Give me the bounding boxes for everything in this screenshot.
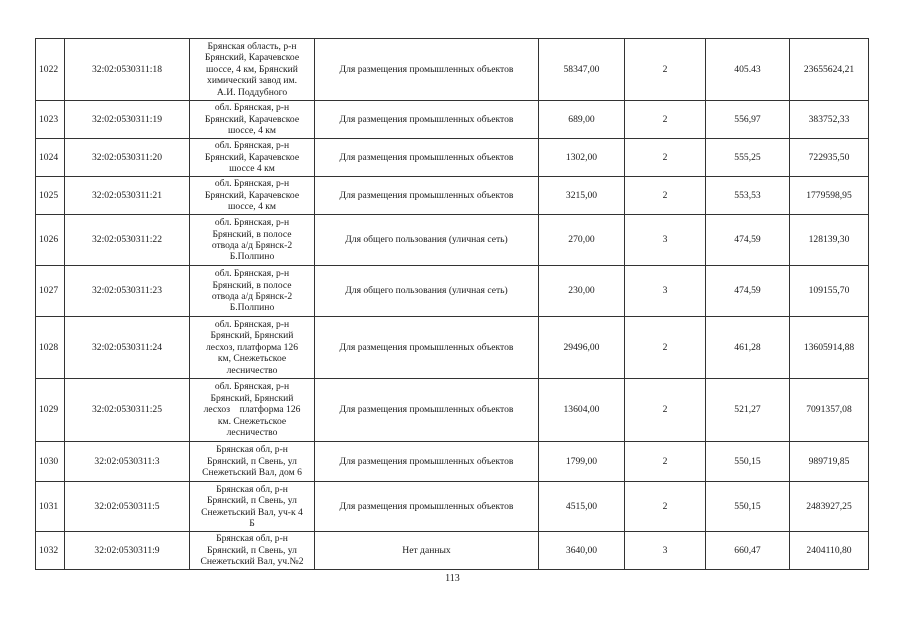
permitted-use: Для размещения промышленных объектов bbox=[315, 442, 539, 482]
use-group: 2 bbox=[625, 139, 706, 177]
row-number: 1023 bbox=[36, 101, 65, 139]
address-line: Брянская обл, р-н bbox=[216, 444, 288, 456]
row-number: 1024 bbox=[36, 139, 65, 177]
use-group: 2 bbox=[625, 317, 706, 379]
specific-value: 660,47 bbox=[706, 532, 790, 570]
plot-address bbox=[190, 532, 315, 570]
plot-address bbox=[190, 177, 315, 215]
plot-address bbox=[190, 101, 315, 139]
permitted-use: Для общего пользования (уличная сеть) bbox=[315, 266, 539, 317]
cadastral-number: 32:02:0530311:25 bbox=[65, 379, 190, 442]
row-number: 1032 bbox=[36, 532, 65, 570]
table-row bbox=[36, 139, 869, 177]
specific-value: 555,25 bbox=[706, 139, 790, 177]
land-plots-table bbox=[35, 38, 869, 570]
cadastral-value: 13605914,88 bbox=[790, 317, 869, 379]
row-number: 1030 bbox=[36, 442, 65, 482]
address-line: Снежетьский Вал, уч-к 4 bbox=[201, 506, 303, 518]
use-group: 2 bbox=[625, 379, 706, 442]
address-line: Брянская область, р-н bbox=[207, 40, 297, 52]
table-row bbox=[36, 39, 869, 101]
address-line: Брянский, п Свень, ул bbox=[207, 544, 297, 556]
address-line: обл. Брянская, р-н bbox=[214, 381, 290, 393]
plot-area: 13604,00 bbox=[539, 379, 625, 442]
use-group: 2 bbox=[625, 39, 706, 101]
cadastral-number: 32:02:0530311:19 bbox=[65, 101, 190, 139]
cadastral-value: 1779598,95 bbox=[790, 177, 869, 215]
address-line: шоссе, 4 км, Брянский bbox=[206, 63, 298, 75]
permitted-use: Нет данных bbox=[315, 532, 539, 570]
address-line: Брянская обл, р-н bbox=[216, 483, 288, 495]
permitted-use: Для размещения промышленных объектов bbox=[315, 482, 539, 532]
plot-address bbox=[190, 317, 315, 379]
address-line: обл. Брянская, р-н bbox=[214, 102, 290, 114]
row-number: 1028 bbox=[36, 317, 65, 379]
row-number: 1029 bbox=[36, 379, 65, 442]
address-line: обл. Брянская, р-н bbox=[214, 217, 290, 229]
address-line: химический завод им. bbox=[207, 75, 297, 87]
permitted-use: Для размещения промышленных объектов bbox=[315, 39, 539, 101]
table-row bbox=[36, 532, 869, 570]
address-line: Брянский, Карачевское bbox=[204, 113, 300, 125]
address-line: шоссе, 4 км bbox=[227, 125, 277, 137]
address-line: Брянская обл, р-н bbox=[216, 533, 288, 545]
specific-value: 553,53 bbox=[706, 177, 790, 215]
address-line: Б.Полпино bbox=[229, 302, 275, 314]
plot-area: 270,00 bbox=[539, 215, 625, 266]
table-body bbox=[36, 39, 869, 570]
row-number: 1025 bbox=[36, 177, 65, 215]
plot-address bbox=[190, 139, 315, 177]
cadastral-number: 32:02:0530311:23 bbox=[65, 266, 190, 317]
address-line: Брянский, в полосе bbox=[212, 279, 292, 291]
permitted-use: Для размещения промышленных объектов bbox=[315, 101, 539, 139]
cadastral-number: 32:02:0530311:21 bbox=[65, 177, 190, 215]
cadastral-number: 32:02:0530311:18 bbox=[65, 39, 190, 101]
address-line: шоссе 4 км bbox=[229, 163, 275, 175]
plot-area: 1302,00 bbox=[539, 139, 625, 177]
specific-value: 474,59 bbox=[706, 266, 790, 317]
address-line: обл. Брянская, р-н bbox=[214, 140, 290, 152]
address-line: обл. Брянская, р-н bbox=[214, 268, 290, 280]
plot-area: 58347,00 bbox=[539, 39, 625, 101]
table-row bbox=[36, 177, 869, 215]
plot-area: 3215,00 bbox=[539, 177, 625, 215]
table-row bbox=[36, 379, 869, 442]
table-row bbox=[36, 266, 869, 317]
address-line: Брянский, Брянский bbox=[210, 392, 294, 404]
address-line: А.И. Поддубного bbox=[216, 86, 288, 98]
permitted-use: Для размещения промышленных объектов bbox=[315, 317, 539, 379]
cadastral-value: 7091357,08 bbox=[790, 379, 869, 442]
plot-address bbox=[190, 442, 315, 482]
specific-value: 550,15 bbox=[706, 482, 790, 532]
cadastral-number: 32:02:0530311:5 bbox=[65, 482, 190, 532]
address-line: Брянский, в полосе bbox=[212, 228, 292, 240]
use-group: 3 bbox=[625, 532, 706, 570]
plot-address bbox=[190, 266, 315, 317]
address-line: Брянский, Карачевское bbox=[204, 52, 300, 64]
specific-value: 550,15 bbox=[706, 442, 790, 482]
address-line: Брянский, Карачевское bbox=[204, 189, 300, 201]
use-group: 3 bbox=[625, 215, 706, 266]
cadastral-value: 2483927,25 bbox=[790, 482, 869, 532]
table-row bbox=[36, 215, 869, 266]
plot-address bbox=[190, 379, 315, 442]
use-group: 3 bbox=[625, 266, 706, 317]
cadastral-value: 128139,30 bbox=[790, 215, 869, 266]
page-number: 113 bbox=[445, 573, 460, 584]
specific-value: 556,97 bbox=[706, 101, 790, 139]
use-group: 2 bbox=[625, 482, 706, 532]
address-line: обл. Брянская, р-н bbox=[214, 318, 290, 330]
row-number: 1022 bbox=[36, 39, 65, 101]
specific-value: 461,28 bbox=[706, 317, 790, 379]
address-line: шоссе, 4 км bbox=[227, 201, 277, 213]
specific-value: 474,59 bbox=[706, 215, 790, 266]
address-line: Снежетьский Вал, дом 6 bbox=[202, 467, 302, 479]
plot-address bbox=[190, 39, 315, 101]
address-line: Б.Полпино bbox=[229, 251, 275, 263]
use-group: 2 bbox=[625, 177, 706, 215]
address-line: лесничество bbox=[226, 427, 278, 439]
cadastral-value: 989719,85 bbox=[790, 442, 869, 482]
cadastral-number: 32:02:0530311:3 bbox=[65, 442, 190, 482]
address-line: Брянский, Карачевское bbox=[204, 151, 300, 163]
table-row bbox=[36, 442, 869, 482]
address-line: Брянский, Брянский bbox=[210, 330, 294, 342]
address-line: обл. Брянская, р-н bbox=[214, 178, 290, 190]
address-line: лесничество bbox=[226, 364, 278, 376]
cadastral-value: 23655624,21 bbox=[790, 39, 869, 101]
row-number: 1027 bbox=[36, 266, 65, 317]
plot-address bbox=[190, 482, 315, 532]
permitted-use: Для общего пользования (уличная сеть) bbox=[315, 215, 539, 266]
cadastral-value: 2404110,80 bbox=[790, 532, 869, 570]
specific-value: 521,27 bbox=[706, 379, 790, 442]
address-line: Брянский, п Свень, ул bbox=[207, 455, 297, 467]
cadastral-value: 383752,33 bbox=[790, 101, 869, 139]
table-row bbox=[36, 101, 869, 139]
address-line: Б bbox=[249, 517, 255, 529]
permitted-use: Для размещения промышленных объектов bbox=[315, 177, 539, 215]
address-line: км, Снежетьское bbox=[217, 353, 287, 365]
row-number: 1026 bbox=[36, 215, 65, 266]
permitted-use: Для размещения промышленных объектов bbox=[315, 139, 539, 177]
address-line: отвода а/д Брянск-2 bbox=[211, 240, 293, 251]
cadastral-value: 109155,70 bbox=[790, 266, 869, 317]
address-line: Снежетьский Вал, уч.№2 bbox=[200, 556, 304, 568]
cadastral-number: 32:02:0530311:20 bbox=[65, 139, 190, 177]
plot-area: 689,00 bbox=[539, 101, 625, 139]
use-group: 2 bbox=[625, 442, 706, 482]
address-line: км. Снежетьское bbox=[217, 415, 287, 427]
address-line: Брянский, п Свень, ул bbox=[207, 495, 297, 507]
permitted-use: Для размещения промышленных объектов bbox=[315, 379, 539, 442]
row-number: 1031 bbox=[36, 482, 65, 532]
address-line: отвода а/д Брянск-2 bbox=[211, 291, 293, 302]
plot-area: 3640,00 bbox=[539, 532, 625, 570]
table-row bbox=[36, 482, 869, 532]
use-group: 2 bbox=[625, 101, 706, 139]
cadastral-number: 32:02:0530311:24 bbox=[65, 317, 190, 379]
address-line: лесхоз платформа 126 bbox=[203, 404, 301, 416]
cadastral-number: 32:02:0530311:22 bbox=[65, 215, 190, 266]
plot-area: 29496,00 bbox=[539, 317, 625, 379]
plot-address bbox=[190, 215, 315, 266]
table-row bbox=[36, 317, 869, 379]
address-line: лесхоз, платформа 126 bbox=[205, 341, 299, 353]
cadastral-value: 722935,50 bbox=[790, 139, 869, 177]
specific-value: 405.43 bbox=[706, 39, 790, 101]
plot-area: 1799,00 bbox=[539, 442, 625, 482]
plot-area: 4515,00 bbox=[539, 482, 625, 532]
cadastral-number: 32:02:0530311:9 bbox=[65, 532, 190, 570]
plot-area: 230,00 bbox=[539, 266, 625, 317]
